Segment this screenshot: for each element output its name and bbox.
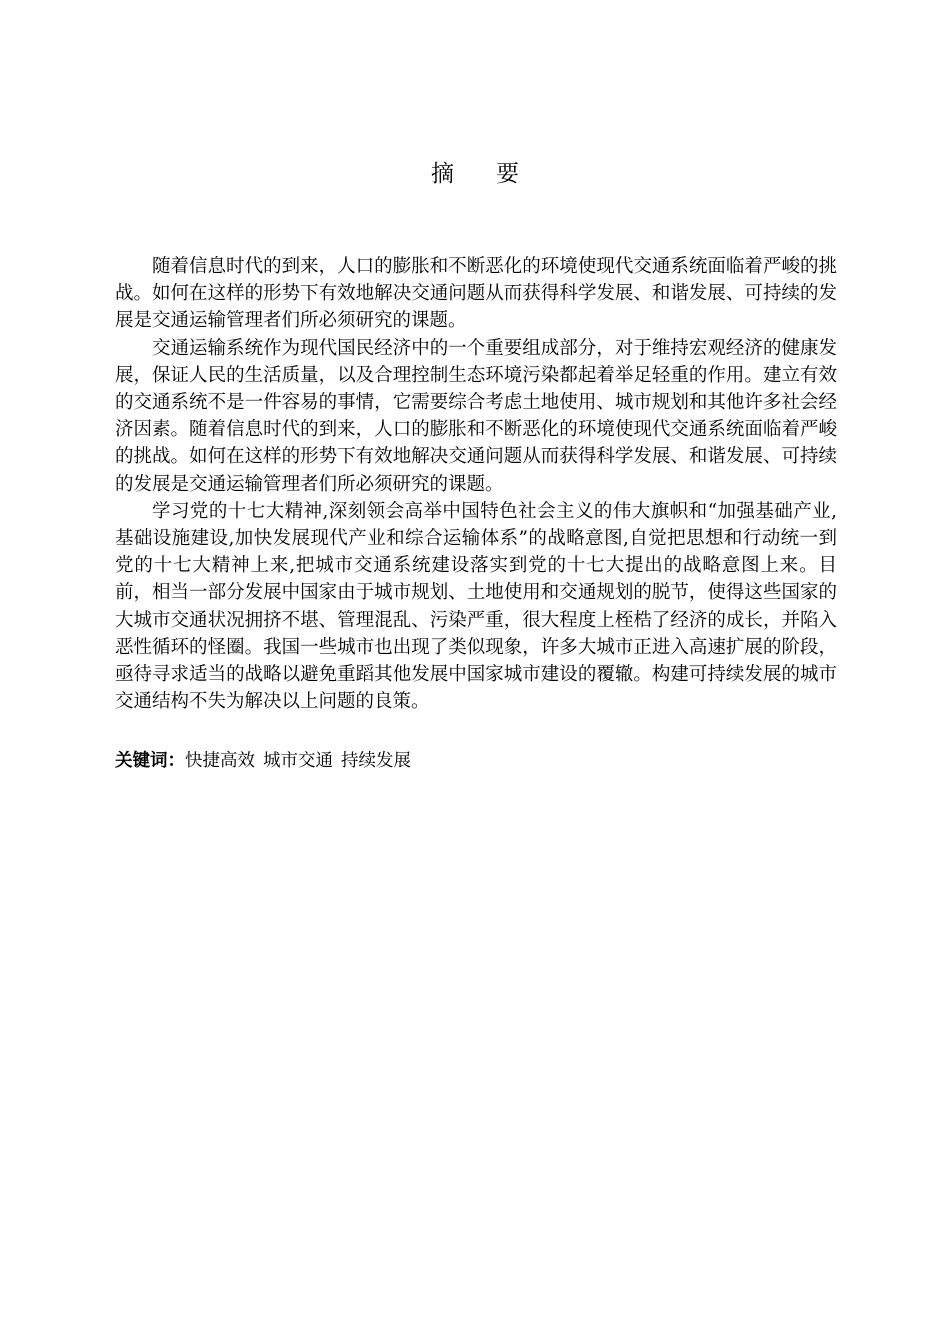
page-title: 摘要 bbox=[431, 161, 561, 187]
keywords-label: 关键词： bbox=[115, 751, 185, 771]
abstract-paragraph-1: 随着信息时代的到来，人口的膨胀和不断恶化的环境使现代交通系统面临着严峻的挑战。如何在这样的形势下有效地解决交通问题从而获得科学发展、和谐发展、可持续的发展是交通运输管理者们所必须研究的课题。 bbox=[115, 256, 837, 332]
keyword-1: 快捷高效 bbox=[185, 751, 255, 771]
keyword-2: 城市交通 bbox=[263, 751, 333, 771]
abstract-paragraph-2: 交通运输系统作为现代国民经济中的一个重要组成部分，对于维持宏观经济的健康发展，保证人民的生活质量，以及合理控制生态环境污染都起着举足轻重的作用。建立有效的交通系统不是一件容易的事情，它需要综合考虑土地使用、城市规划和其他许多社会经济因素。随着信息时代的到来，人口的膨胀和不断恶化的环境使现代交通系统面临着严峻的挑战。如何在这样的形势下有效地解决交通问题从而获得科学发展、和谐发展、可持续的发展是交通运输管理者们所必须研究的课题。 bbox=[115, 337, 837, 495]
keywords-line bbox=[115, 748, 837, 774]
abstract-body bbox=[115, 253, 837, 715]
keyword-3: 持续发展 bbox=[341, 751, 411, 771]
abstract-paragraph-3: 学习党的十七大精神,深刻领会高举中国特色社会主义的伟大旗帜和“加强基础产业,基础设施建设,加快发展现代产业和综合运输体系”的战略意图,自觉把思想和行动统一到党的十七大精神上来,把城市交通系统建设落实到党的十七大提出的战略意图上来。目前，相当一部分发展中国家由于城市规划、土地使用和交通规划的脱节，使得这些国家的大城市交通状况拥挤不堪、管理混乱、污染严重，很大程度上桎梏了经济的成长，并陷入恶性循环的怪圈。我国一些城市也出现了类似现象，许多大城市正进入高速扩展的阶段，亟待寻求适当的战略以避免重蹈其他发展中国家城市建设的覆辙。构建可持续发展的城市交通结构不失为解决以上问题的良策。 bbox=[115, 500, 837, 713]
